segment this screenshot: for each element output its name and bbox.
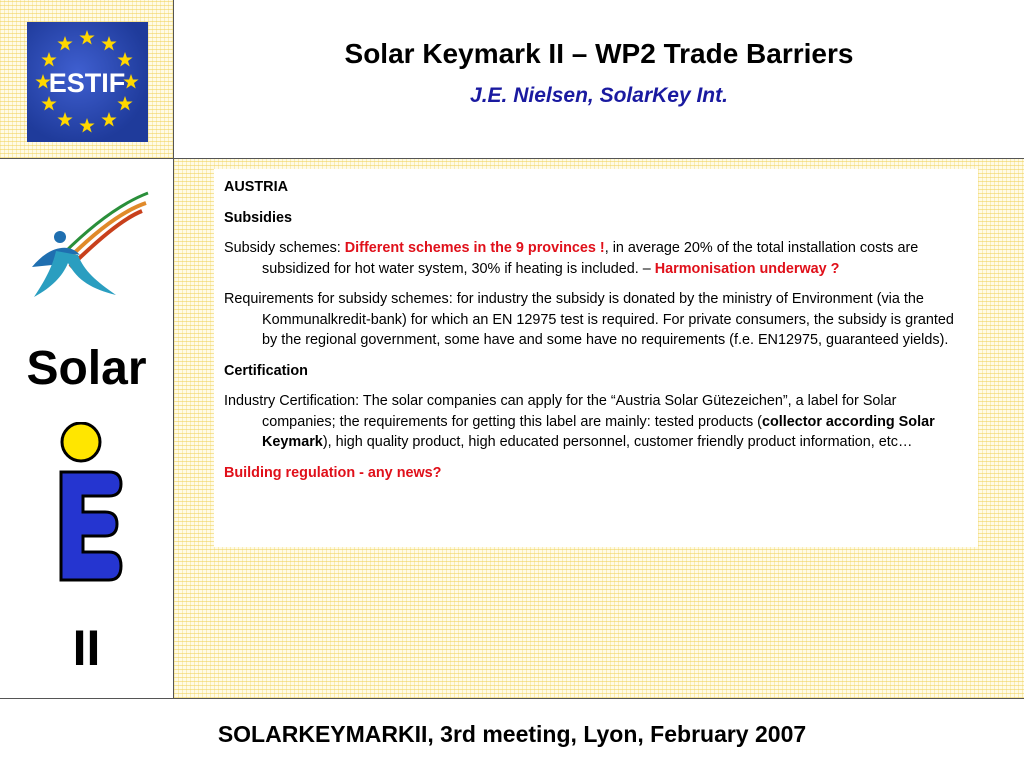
eu-stars-icon [27, 22, 148, 142]
slide-footer [0, 698, 1024, 769]
slide-title: Solar Keymark II – WP2 Trade Barriers [344, 38, 854, 69]
slide-header [174, 0, 1024, 159]
cert-bold: collector according Solar Keymark [262, 413, 935, 450]
swoosh-figure-icon [22, 185, 152, 309]
keymark-e-icon [55, 422, 125, 584]
certification-heading: Certification [224, 362, 308, 379]
sidebar [0, 159, 174, 698]
cert-prefix: Industry Certification: The solar companies can apply for the “Austria Solar Gütezeichen”, a label for Solar companies; the requirements for getting this label are mainly: tested products ( [224, 393, 897, 430]
subsidy-middle: , in average 20% of the total installation costs are subsidized for hot water system, 30% if heating is included. – [262, 240, 919, 277]
building-regulation-question: Building regulation - any news? [224, 464, 442, 481]
industry-certification-paragraph [224, 391, 968, 453]
harmonisation-highlight: Harmonisation underway ? [654, 260, 840, 277]
footer-text: SOLARKEYMARKII, 3rd meeting, Lyon, February 2007 [217, 721, 807, 747]
subsidy-prefix: Subsidy schemes: [224, 240, 345, 256]
solar-label: Solar [26, 342, 147, 395]
subsidy-highlight: Different schemes in the 9 provinces ! [344, 240, 605, 256]
subsidies-heading: Subsidies [224, 209, 292, 226]
country-heading: AUSTRIA [224, 179, 288, 195]
roman-numeral-label: II [72, 620, 101, 676]
svg-text:ESTIF: ESTIF [48, 68, 126, 98]
subsidy-schemes-paragraph [224, 238, 968, 279]
requirements-paragraph: Requirements for subsidy schemes: for industry the subsidy is donated by the ministry of Environment (via the Kommunalkredit-bank) for which an EN 12975 test is required. For private consumers, the subsidy is granted by the regional government, some have and some have no requirements (f.e. EN12975, guaranteed yields). [224, 291, 954, 348]
main-area [174, 159, 1024, 698]
slide-subtitle: J.E. Nielsen, SolarKey Int. [470, 84, 728, 107]
cert-suffix: ), high quality product, high educated personnel, customer friendly product information, etc… [322, 434, 913, 450]
logo-cell [0, 0, 174, 159]
content-box [214, 169, 978, 547]
estif-logo [27, 22, 148, 142]
